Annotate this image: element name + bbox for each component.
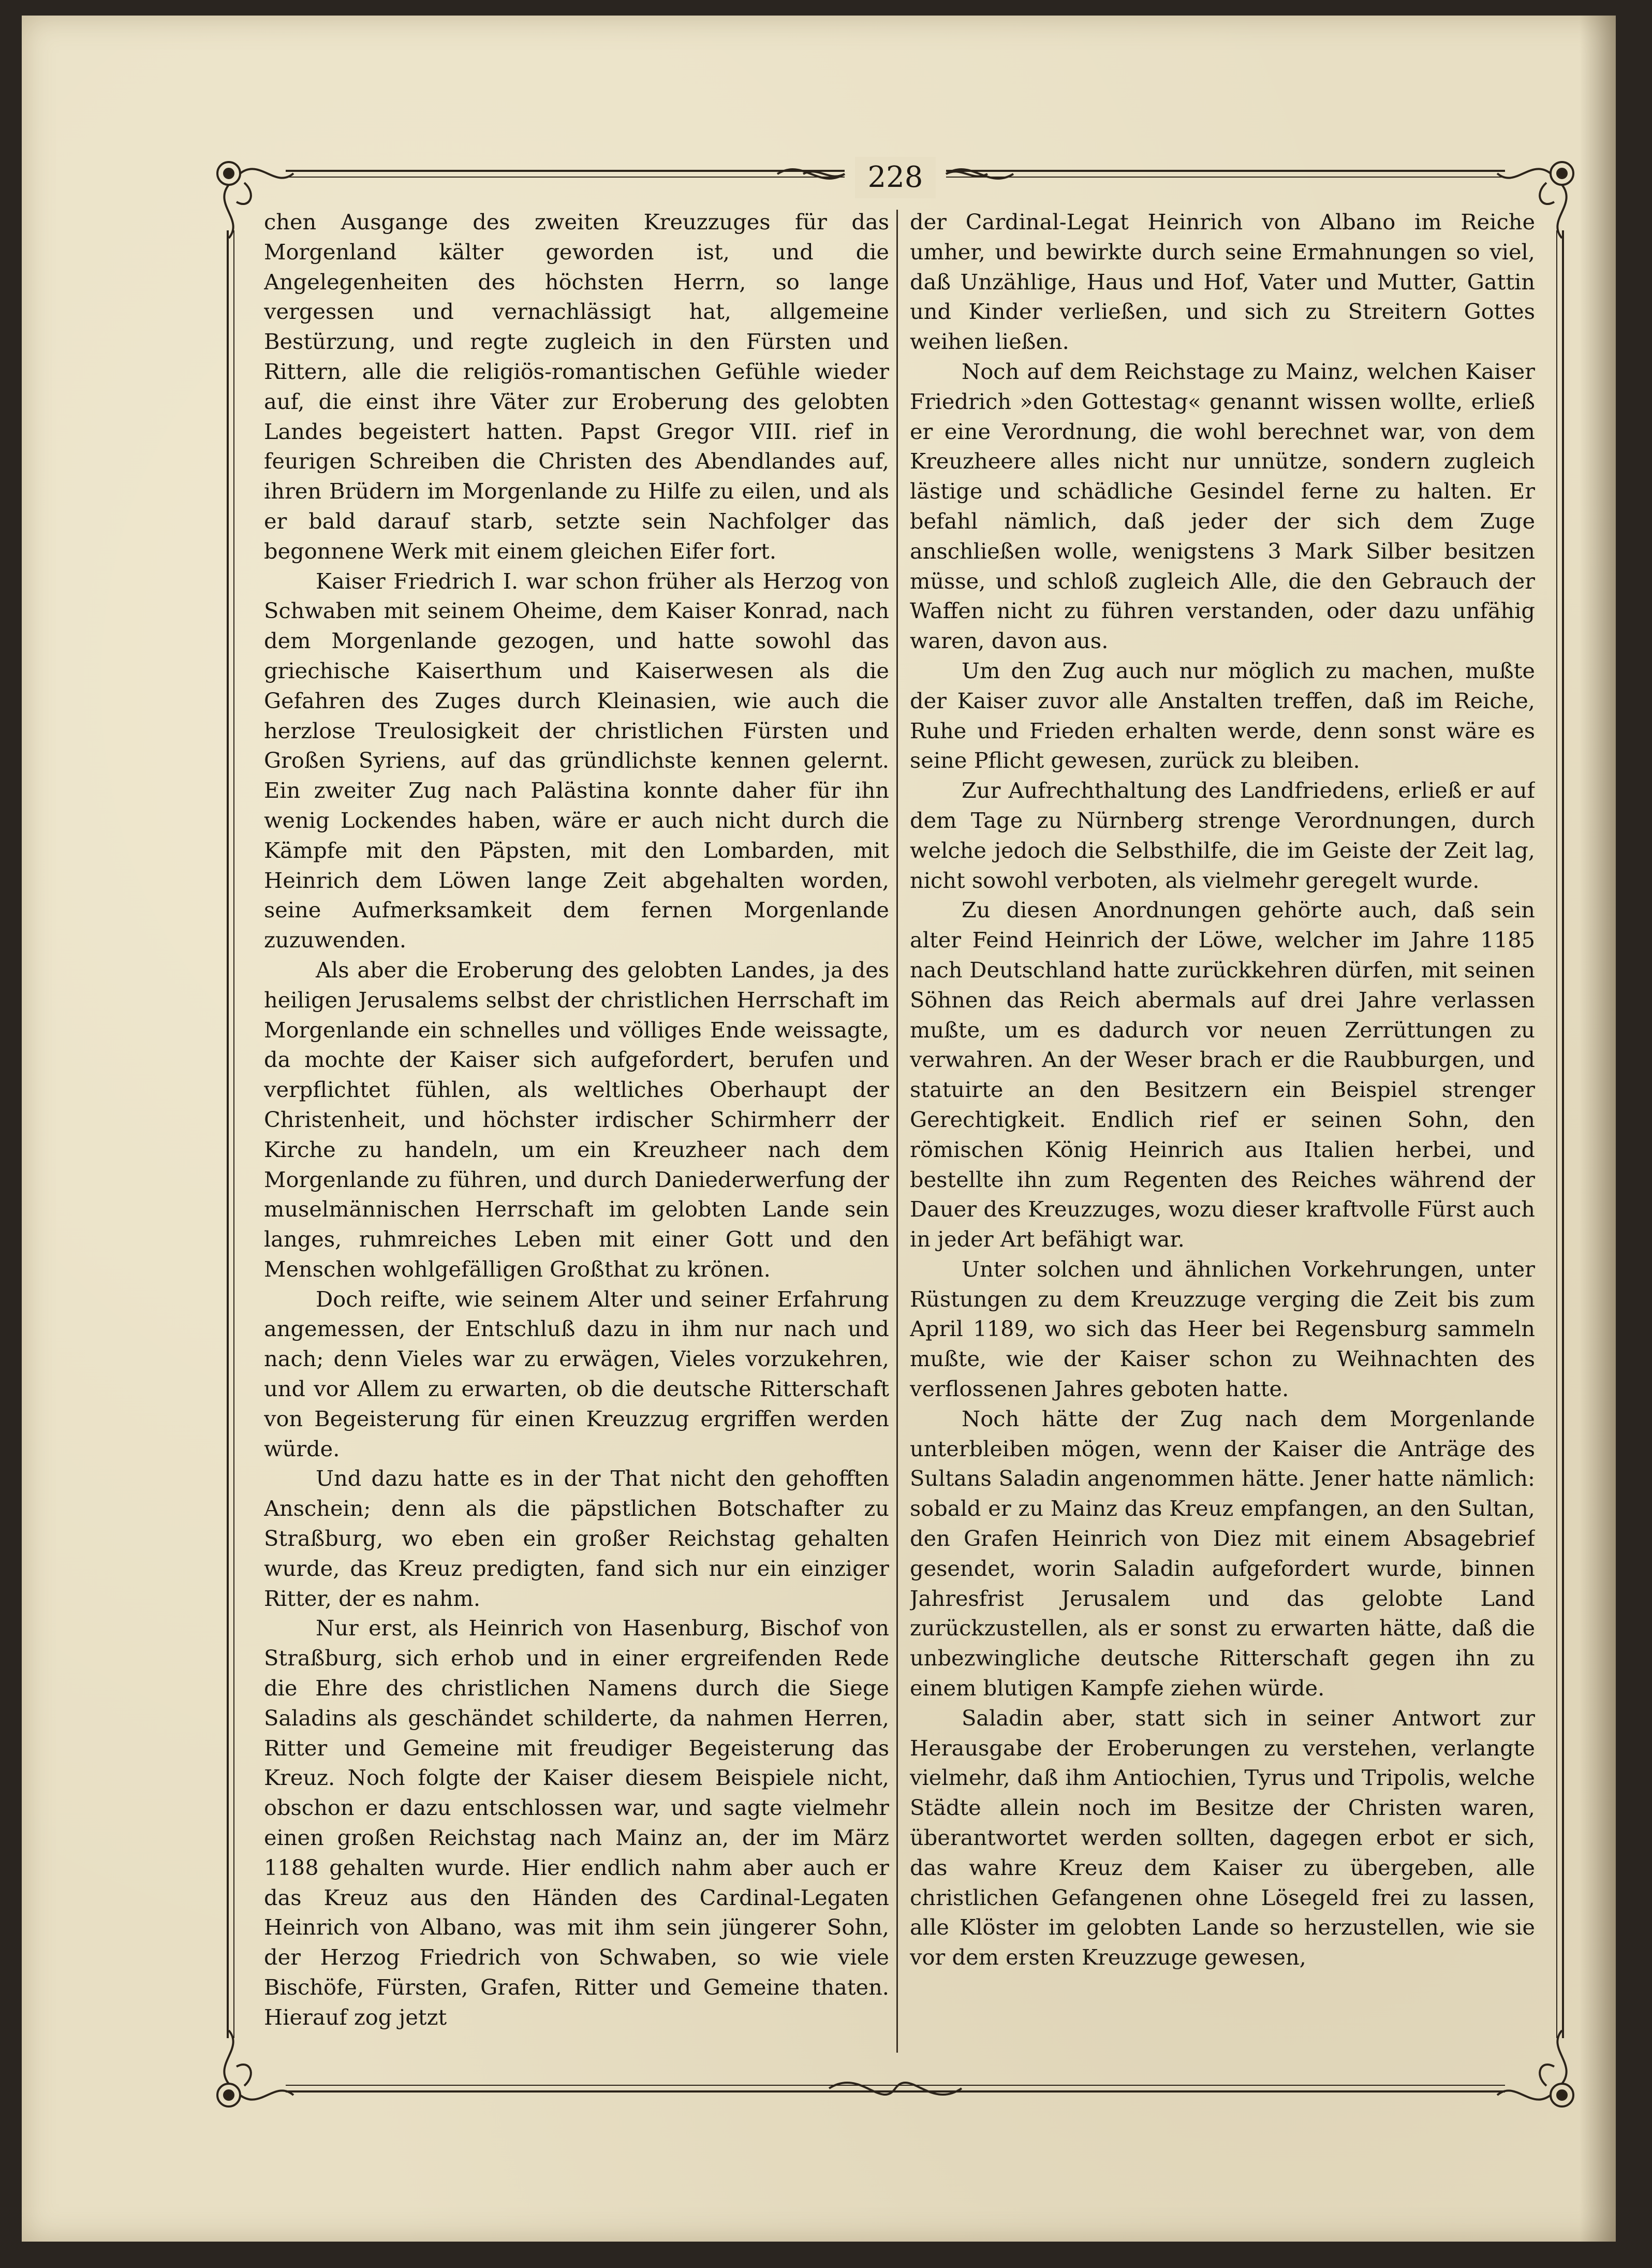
text-column-left <box>264 207 889 2055</box>
column-divider <box>896 210 898 2053</box>
paragraph: Noch auf dem Reichstage zu Mainz, welchen Kaiser Friedrich »den Gottestag« genannt wissen wollte, erließ er eine Verordnung, die wohl berechnet war, von dem Kreuzheere alles nicht nur unnütze, sondern zugleich lästige und schädliche Gesindel ferne zu halten. Er befahl nämlich, daß jeder der sich dem Zuge anschließen wolle, wenigstens 3 Mark Silber besitzen müsse, und schloß zugleich Alle, die den Gebrauch der Waffen nicht zu führen verstanden, oder dazu unfähig waren, davon aus. <box>910 358 1535 654</box>
ornamental-frame <box>208 153 1583 2116</box>
page-number: 228 <box>855 157 936 198</box>
paragraph: Um den Zug auch nur möglich zu machen, mußte der Kaiser zuvor alle Anstalten treffen, daß im Reiche, Ruhe und Frieden erhalten werde, denn sonst wäre es seine Pflicht gewesen, zurück zu bleiben. <box>910 657 1535 773</box>
footer-flourish <box>829 2083 962 2095</box>
paragraph: Zur Aufrechthaltung des Landfriedens, erließ er auf dem Tage zu Nürnberg strenge Verordnungen, durch welche jedoch die Selbsthilfe, die im Geiste der Zeit lag, nicht sowohl verboten, als vielmehr geregelt wurde. <box>910 778 1535 893</box>
page-paper <box>22 16 1616 2242</box>
paragraph: der Cardinal-Legat Heinrich von Albano im Reiche umher, und bewirkte durch seine Ermahnungen so viel, daß Unzählige, Haus und Hof, Vater und Mutter, Gattin und Kinder verließen, und sich zu Streitern Gottes weihen ließen. <box>910 209 1535 355</box>
paragraph: Nur erst, als Heinrich von Hasenburg, Bischof von Straßburg, sich erhob und in einer ergreifenden Rede die Ehre des christlichen Namens durch die Siege Saladins als geschändet schilderte, da nahmen Herren, Ritter und Gemeine mit freudiger Begeisterung das Kreuz. Noch folgte der Kaiser diesem Beispiele nicht, obschon er dazu entschlossen war, und sagte vielmehr einen großen Reichstag nach Mainz an, der im März 1188 gehalten wurde. Hier endlich nahm aber auch er das Kreuz aus den Händen des Cardinal-Legaten Heinrich von Albano, was mit ihm sein jüngerer Sohn, der Herzog Friedrich von Schwaben, so wie viele Bischöfe, Fürsten, Grafen, Ritter und Gemeine thaten. Hierauf zog jetzt <box>264 1615 889 2030</box>
paragraph: chen Ausgange des zweiten Kreuzzuges für das Morgenland kälter geworden ist, und die Angelegenheiten des höchsten Herrn, so lange vergessen und vernachlässigt hat, allgemeine Bestürzung, und regte zugleich in den Fürsten und Rittern, alle die religiös-romantischen Gefühle wieder auf, die einst ihre Väter zur Eroberung des gelobten Landes begeistert hatten. Papst Gregor VIII. rief in feurigen Schreiben die Christen des Abendlandes auf, ihren Brüdern im Morgenlande zu Hilfe zu eilen, und als er bald darauf starb, setzte sein Nachfolger das begonnene Werk mit einem gleichen Eifer fort. <box>264 209 889 564</box>
text-column-right <box>910 207 1535 2055</box>
paragraph: Kaiser Friedrich I. war schon früher als Herzog von Schwaben mit seinem Oheime, dem Kaiser Konrad, nach dem Morgenlande gezogen, und hatte sowohl das griechische Kaiserthum und Kaiserwesen als die Gefahren des Zuges durch Kleinasien, wie auch die herzlose Treulosigkeit der christlichen Fürsten und Großen Syriens, auf das gründlichste kennen gelernt. Ein zweiter Zug nach Palästina konnte daher für ihn wenig Lockendes haben, wäre er auch nicht durch die Kämpfe mit den Päpsten, mit den Lombarden, mit Heinrich dem Löwen lange Zeit abgehalten worden, seine Aufmerksamkeit dem fernen Morgenlande zuzuwenden. <box>264 568 889 953</box>
paragraph: Doch reifte, wie seinem Alter und seiner Erfahrung angemessen, der Entschluß dazu in ihm nur nach und nach; denn Vieles war zu erwägen, Vieles vorzukehren, und vor Allem zu erwarten, ob die deutsche Ritterschaft von Begeisterung für einen Kreuzzug ergriffen werden würde. <box>264 1286 889 1461</box>
paragraph: Als aber die Eroberung des gelobten Landes, ja des heiligen Jerusalems selbst der christlichen Herrschaft im Morgenlande ein schnelles und völliges Ende weissagte, da mochte der Kaiser sich aufgefordert, berufen und verpflichtet fühlen, als weltliches Oberhaupt der Christenheit, und höchster irdischer Schirmherr der Kirche zu handeln, um ein Kreuzheer nach dem Morgenlande zu führen, und durch Daniederwerfung der muselmännischen Herrschaft im gelobten Lande sein langes, ruhmreiches Leben mit einer Gott und den Menschen wohlgefälligen Großthat zu krönen. <box>264 957 889 1282</box>
paragraph: Zu diesen Anordnungen gehörte auch, daß sein alter Feind Heinrich der Löwe, welcher im Jahre 1185 nach Deutschland hatte zurückkehren dürfen, mit seinen Söhnen das Reich abermals auf drei Jahre verlassen mußte, um es dadurch vor neuen Zerrüttungen zu verwahren. An der Weser brach er die Raubburgen, und statuirte an den Besitzern ein Beispiel strenger Gerechtigkeit. Endlich rief er seinen Sohn, den römischen König Heinrich aus Italien herbei, und bestellte ihn zum Regenten des Reiches während der Dauer des Kreuzzuges, wozu dieser kraftvolle Fürst auch in jeder Art befähigt war. <box>910 897 1535 1252</box>
paragraph: Noch hätte der Zug nach dem Morgenlande unterbleiben mögen, wenn der Kaiser die Anträge des Sultans Saladin angenommen hätte. Jener hatte nämlich: sobald er zu Mainz das Kreuz empfangen, an den Sultan, den Grafen Heinrich von Diez mit einem Absagebrief gesendet, worin Saladin aufgefordert wurde, binnen Jahresfrist Jerusalem und das gelobte Land zurückzustellen, als er sonst zu erwarten hätte, daß die unbezwingliche deutsche Ritterschaft gegen ihn zu einem blutigen Kampfe ziehen würde. <box>910 1406 1535 1701</box>
paragraph: Und dazu hatte es in der That nicht den gehofften Anschein; denn als die päpstlichen Botschafter zu Straßburg, wo eben ein großer Reichstag gehalten wurde, das Kreuz predigten, fand sich nur ein einziger Ritter, der es nahm. <box>264 1466 889 1611</box>
paragraph: Saladin aber, statt sich in seiner Antwort zur Herausgabe der Eroberungen zu verstehen, verlangte vielmehr, daß ihm Antiochien, Tyrus und Tripolis, welche Städte allein noch im Besitze der Christen waren, überantwortet werden sollten, dagegen erbot er sich, das wahre Kreuz dem Kaiser zu übergeben, alle christlichen Gefangenen ohne Lösegeld frei zu lassen, alle Klöster im gelobten Lande so herzustellen, wie sie vor dem ersten Kreuzzuge gewesen, <box>910 1705 1535 1970</box>
page-spine-shadow <box>1580 16 1616 2242</box>
paragraph: Unter solchen und ähnlichen Vorkehrungen, unter Rüstungen zu dem Kreuzzuge verging die Zeit bis zum April 1189, wo sich das Heer bei Regensburg sammeln mußte, wie der Kaiser schon zu Weihnachten des verflossenen Jahres geboten hatte. <box>910 1256 1535 1402</box>
